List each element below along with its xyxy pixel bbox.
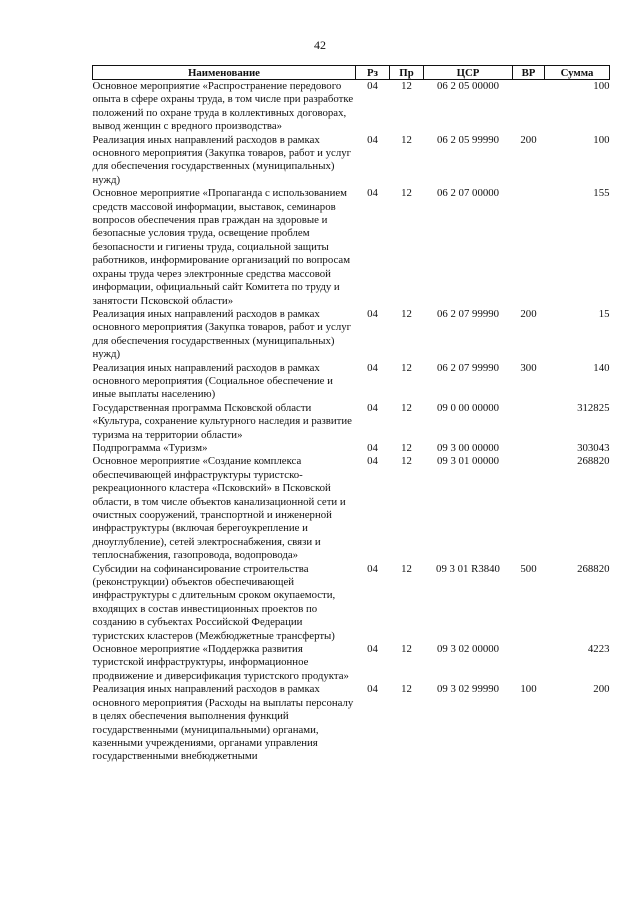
row-pr: 12 <box>401 643 412 656</box>
table-row <box>93 402 610 442</box>
row-sum: 303043 <box>577 441 610 454</box>
row-rz: 04 <box>367 401 378 414</box>
header-sum: Сумма <box>545 66 610 80</box>
row-csr: 09 3 01 00000 <box>436 455 500 468</box>
row-pr: 12 <box>401 441 412 454</box>
header-vr: ВР <box>513 66 545 80</box>
row-vr: 500 <box>520 562 537 575</box>
row-pr: 12 <box>401 80 412 92</box>
row-name: Реализация иных направлений расходов в рамках основного мероприятия (Закупка товаров, работ и услуг для обеспечения государственных (муниципальных) нужд) <box>92 133 352 186</box>
row-csr: 06 2 07 99990 <box>436 307 500 320</box>
row-name: Государственная программа Псковской области «Культура, сохранение культурного наследия и развитие туризма на территории области» <box>92 401 352 441</box>
row-sum: 100 <box>593 133 610 146</box>
row-pr: 12 <box>401 307 412 320</box>
row-csr: 06 2 07 99990 <box>436 361 500 374</box>
header-pr: Пр <box>390 66 424 80</box>
row-csr: 09 0 00 00000 <box>436 401 500 414</box>
row-name: Реализация иных направлений расходов в рамках основного мероприятия (Закупка товаров, работ и услуг для обеспечения государственных (муниципальных) нужд) <box>92 307 352 361</box>
table-header-row <box>93 66 610 80</box>
row-vr <box>513 455 545 562</box>
row-sum: 268820 <box>577 455 610 468</box>
row-vr: 200 <box>520 133 537 146</box>
row-pr: 12 <box>401 401 412 414</box>
table-row <box>93 134 610 188</box>
row-csr: 09 3 02 00000 <box>436 643 500 656</box>
table-row <box>93 683 610 763</box>
row-sum: 100 <box>593 80 610 92</box>
row-vr <box>513 402 545 442</box>
row-name: Основное мероприятие «Распространение передового опыта в сфере охраны труда, в том числе при разработке положений по охране труда в коллективных договорах, вывод женщин с вредного производства» <box>92 80 354 133</box>
row-csr: 09 3 02 99990 <box>436 683 500 696</box>
row-rz: 04 <box>367 562 378 575</box>
row-csr: 06 2 05 00000 <box>436 80 500 92</box>
row-csr: 09 3 01 R3840 <box>436 562 500 575</box>
row-name: Реализация иных направлений расходов в рамках основного мероприятия (Расходы на выплаты персоналу в целях обеспечения выполнения функций государственными (муниципальными) органами, казенными учреждениями, органами управления государственными внебюджетными <box>92 683 354 763</box>
table-row <box>93 187 610 308</box>
row-rz: 04 <box>367 133 378 146</box>
table-row <box>93 563 610 643</box>
row-rz: 04 <box>367 80 378 92</box>
row-vr <box>513 442 545 455</box>
row-rz: 04 <box>367 187 378 200</box>
page-number: 42 <box>314 38 326 52</box>
budget-table <box>92 65 610 764</box>
row-vr <box>513 187 545 308</box>
row-sum: 15 <box>598 307 610 320</box>
row-name: Подпрограмма «Туризм» <box>92 441 208 454</box>
table-row <box>93 643 610 683</box>
row-rz: 04 <box>367 455 378 468</box>
row-csr: 06 2 05 99990 <box>436 133 500 146</box>
row-csr: 06 2 07 00000 <box>436 187 500 200</box>
table-row <box>93 362 610 402</box>
row-vr: 100 <box>520 683 537 696</box>
row-vr: 300 <box>520 361 537 374</box>
row-pr: 12 <box>401 361 412 374</box>
row-sum: 155 <box>593 187 610 200</box>
row-rz: 04 <box>367 307 378 320</box>
row-sum: 200 <box>593 683 610 696</box>
row-rz: 04 <box>367 361 378 374</box>
row-sum: 312825 <box>577 401 610 414</box>
row-sum: 140 <box>593 361 610 374</box>
table-row <box>93 455 610 562</box>
row-name: Основное мероприятие «Пропаганда с использованием средств массовой информации, выставок, семинаров вопросов обеспечения прав граждан на здоровые и безопасные условия труда, освещение проблем безопасности и гигиены труда, социальной защиты работников, информирование организаций по вопросам охраны труда через электронные средства массовой информации, официальный сайт Комитета по труду и занятости Псковской области» <box>92 187 351 307</box>
header-csr: ЦСР <box>424 66 513 80</box>
header-rz: Рз <box>356 66 390 80</box>
row-pr: 12 <box>401 455 412 468</box>
row-vr <box>513 80 545 134</box>
header-name: Наименование <box>93 66 356 80</box>
row-vr: 200 <box>520 307 537 320</box>
row-rz: 04 <box>367 683 378 696</box>
row-rz: 04 <box>367 441 378 454</box>
row-csr: 09 3 00 00000 <box>436 441 500 454</box>
row-pr: 12 <box>401 683 412 696</box>
row-sum: 268820 <box>577 562 610 575</box>
row-pr: 12 <box>401 133 412 146</box>
row-pr: 12 <box>401 187 412 200</box>
row-pr: 12 <box>401 562 412 575</box>
row-vr <box>513 643 545 683</box>
row-name: Основное мероприятие «Поддержка развития туристской инфраструктуры, информационное продвижение и диверсификация туристского продукта» <box>92 643 349 682</box>
row-name: Основное мероприятие «Создание комплекса обеспечивающей инфраструктуры туристско-рекреационного кластера «Псковский» в Псковской области, в том числе объектов канализационной сети и очистных сооружений, транспортной и инженерной инфраструктуры (включая берегоукрепление и дноуглубление), сетей электроснабжения, связи и теплоснабжения, газопровода, водопровода» <box>92 455 346 562</box>
table-row <box>93 442 610 455</box>
row-rz: 04 <box>367 643 378 656</box>
row-sum: 4223 <box>587 643 610 656</box>
table-row <box>93 80 610 134</box>
row-name: Субсидии на софинансирование строительства (реконструкции) объектов обеспечивающей инфраструктуры с длительным сроком окупаемости, входящих в состав инвестиционных проектов по созданию в субъектах Российской Федерации туристских кластеров (Межбюджетные трансферты) <box>92 562 336 642</box>
row-name: Реализация иных направлений расходов в рамках основного мероприятия (Социальное обеспечение и иные выплаты населению) <box>92 361 333 401</box>
table-row <box>93 308 610 362</box>
